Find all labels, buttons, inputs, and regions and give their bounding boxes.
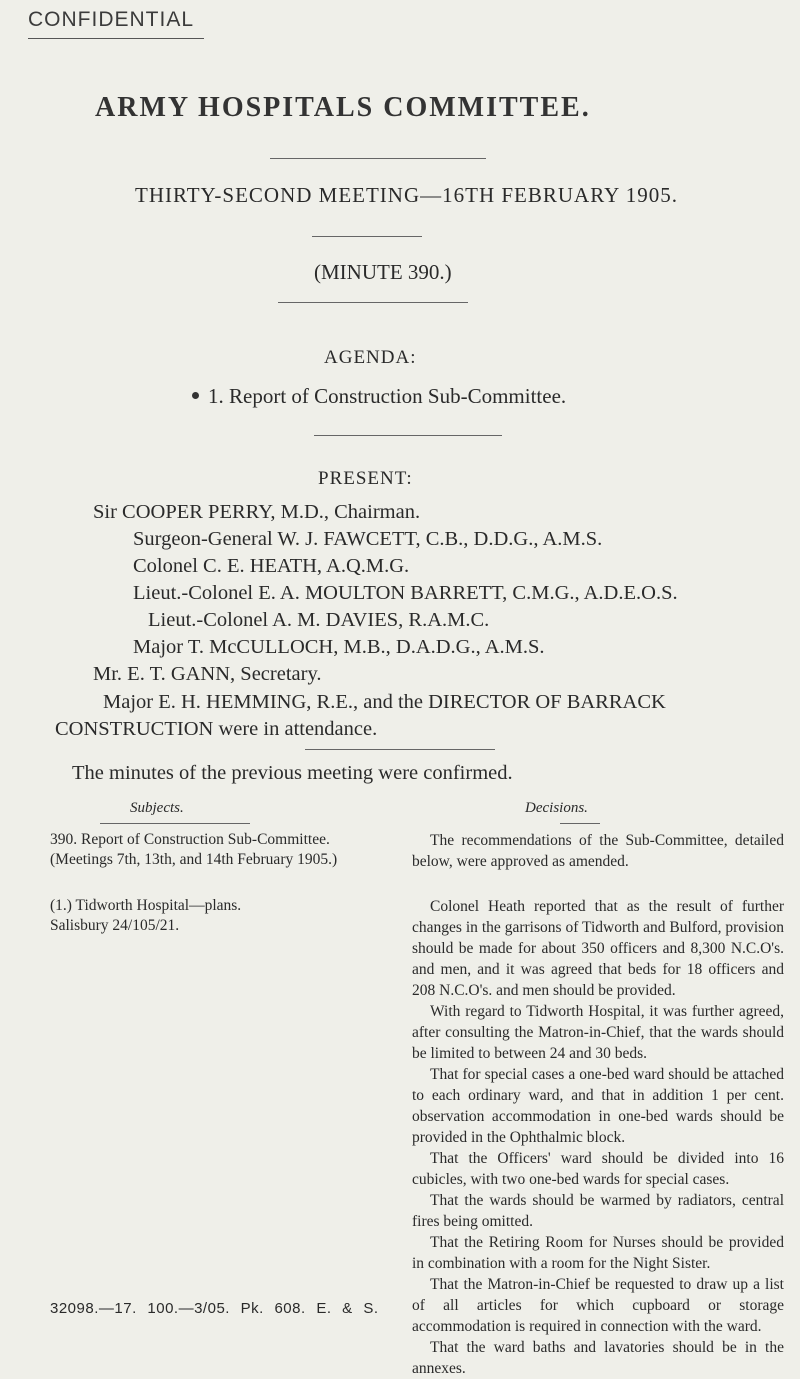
subjects-column-header: Subjects. [130, 800, 184, 816]
subject-item: 390. Report of Construction Sub-Committee. (Meetings 7th, 13th, and 14th February 1905.) [50, 831, 338, 868]
bullet-icon [192, 392, 199, 399]
decision-paragraph: That the Officers' ward should be divided into 16 cubicles, with two one-bed wards for special cases. [412, 1150, 784, 1188]
subject-item: (1.) Tidworth Hospital—plans. Salisbury 24/105/21. [50, 897, 242, 934]
member-line: Major T. McCULLOCH, M.B., D.A.D.G., A.M.S. [133, 636, 545, 658]
member-line: Colonel C. E. HEATH, A.Q.M.G. [133, 555, 410, 577]
title-rule [270, 158, 486, 159]
agenda-item: 1. Report of Construction Sub-Committee. [208, 384, 567, 408]
agenda-label: AGENDA: [324, 347, 417, 368]
member-chairman: Sir COOPER PERRY, M.D., Chairman. [93, 501, 421, 523]
agenda-rule [314, 435, 502, 436]
decisions-column-header: Decisions. [525, 800, 588, 816]
meeting-rule [312, 236, 422, 237]
confidential-underline [28, 38, 204, 39]
member-line: Lieut.-Colonel A. M. DAVIES, R.A.M.C. [148, 609, 490, 631]
minutes-confirmed: The minutes of the previous meeting were confirmed. [72, 762, 513, 784]
member-secretary: Mr. E. T. GANN, Secretary. [93, 663, 322, 685]
minute-number: (MINUTE 390.) [314, 260, 452, 284]
decision-paragraph: That the ward baths and lavatories should be in the annexes. [412, 1339, 784, 1377]
decision-item: The recommendations of the Sub-Committee, detailed below, were approved as amended. [412, 832, 784, 870]
decision-paragraph: That the Retiring Room for Nurses should be provided in combination with a room for the Night Sister. [412, 1234, 784, 1272]
minute-rule [278, 302, 468, 303]
attendance-note: Major E. H. HEMMING, R.E., and the DIRECTOR OF BARRACK CONSTRUCTION were in attendance. [55, 691, 666, 740]
present-label: PRESENT: [318, 468, 413, 489]
decision-paragraph: That for special cases a one-bed ward should be attached to each ordinary ward, and that in addition 1 per cent. observation accommodation in one-bed wards should be provided in the Ophthalmic block. [412, 1066, 784, 1146]
decision-paragraph: That the Matron-in-Chief be requested to draw up a list of all articles for which cupboard or storage accommodation is required in connection with the ward. [412, 1276, 784, 1335]
member-line: Surgeon-General W. J. FAWCETT, C.B., D.D.G., A.M.S. [133, 528, 603, 550]
decision-paragraph: Colonel Heath reported that as the result of further changes in the garrisons of Tidworth and Bulford, provision should be made for about 350 officers and 8,300 N.C.O's. and men, and it was agreed that beds for 18 officers and 208 N.C.O's. and men should be provided. [412, 898, 784, 999]
member-line: Lieut.-Colonel E. A. MOULTON BARRETT, C.M.G., A.D.E.O.S. [133, 582, 678, 604]
decision-paragraphs [412, 896, 784, 1379]
confidential-label: CONFIDENTIAL [28, 8, 195, 31]
subjects-rule [100, 823, 250, 824]
page-title: ARMY HOSPITALS COMMITTEE. [95, 92, 591, 123]
decision-paragraph: With regard to Tidworth Hospital, it was further agreed, after consulting the Matron-in-Chief, that the wards should be limited to between 24 and 30 beds. [412, 1003, 784, 1062]
decision-paragraph: That the wards should be warmed by radiators, central fires being omitted. [412, 1192, 784, 1230]
decisions-rule [560, 823, 600, 824]
meeting-heading: THIRTY-SECOND MEETING—16TH FEBRUARY 1905. [135, 183, 678, 207]
present-rule [305, 749, 495, 750]
print-footer: 32098.—17. 100.—3/05. Pk. 608. E. & S. [50, 1300, 379, 1317]
